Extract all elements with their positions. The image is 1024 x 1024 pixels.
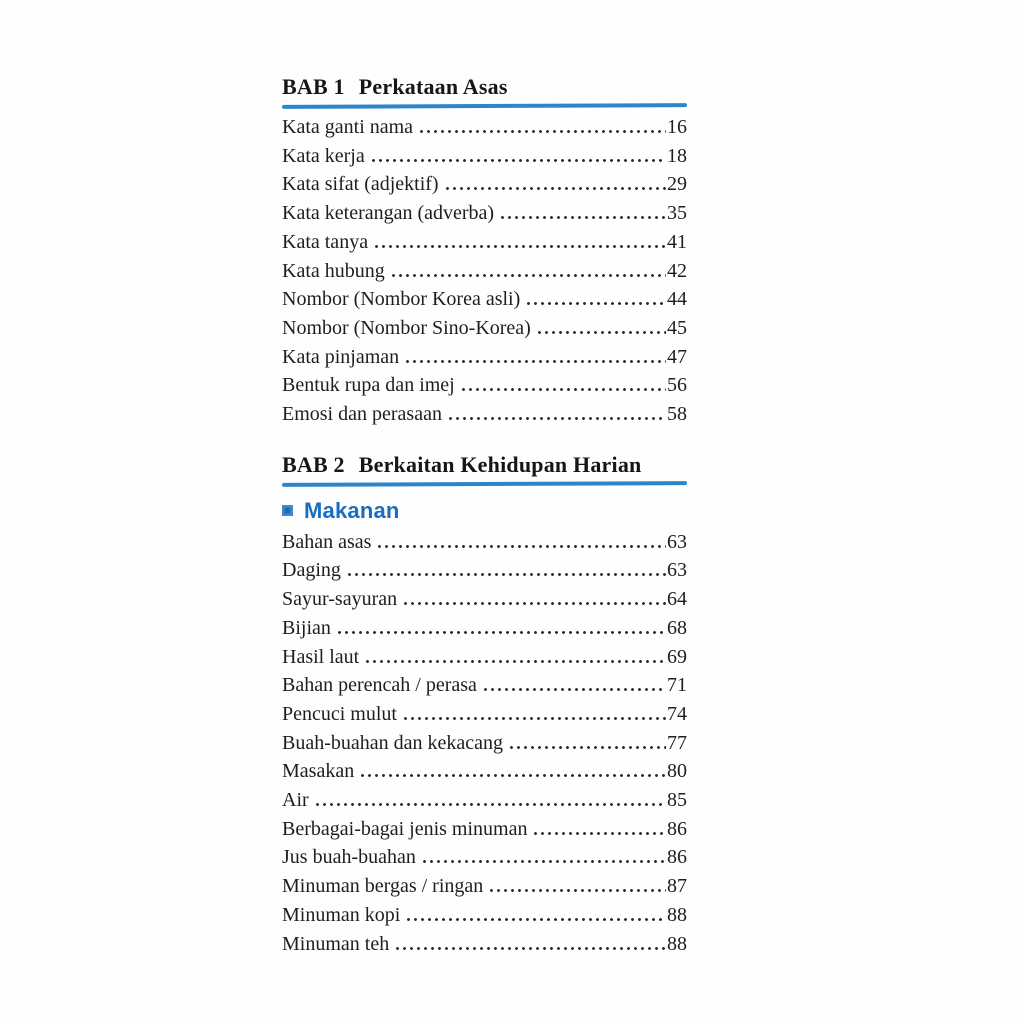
chapter-1-label: BAB 1 xyxy=(282,74,345,99)
page-number: 77 xyxy=(667,731,687,754)
page-number: 16 xyxy=(667,116,687,138)
chapter-1-heading xyxy=(282,74,687,100)
dot-leader xyxy=(366,660,666,663)
toc-row xyxy=(282,729,687,758)
dot-leader xyxy=(404,717,666,720)
toc-entry-label: Daging xyxy=(282,559,341,582)
chapter-1-rule xyxy=(282,103,687,109)
toc-entry-label: Air xyxy=(282,789,309,812)
bullet-square-icon xyxy=(282,505,293,516)
dot-leader xyxy=(538,331,666,334)
toc-row xyxy=(282,113,687,142)
dot-leader xyxy=(527,302,666,305)
toc-row xyxy=(282,556,687,585)
toc-row xyxy=(282,786,687,815)
page-number: 63 xyxy=(667,559,687,582)
chapter-1-title: Perkataan Asas xyxy=(358,74,508,99)
toc-row xyxy=(282,700,687,729)
toc-row xyxy=(282,585,687,614)
toc-entry-label: Kata tanya xyxy=(282,230,369,253)
chapter-1-section xyxy=(282,74,687,429)
toc-entry-label: Sayur-sayuran xyxy=(282,588,398,611)
dot-leader xyxy=(490,889,666,892)
page-number: 87 xyxy=(667,875,687,898)
toc-row xyxy=(282,614,687,643)
page-number: 18 xyxy=(667,144,687,167)
page-number: 71 xyxy=(667,674,687,697)
toc-entry-label: Kata kerja xyxy=(282,144,365,167)
page-number: 88 xyxy=(667,903,687,926)
page-number: 88 xyxy=(667,932,687,955)
subsection-label: Makanan xyxy=(304,497,400,523)
toc-entry-label: Kata ganti nama xyxy=(282,116,414,138)
toc-entry-label: Minuman bergas / ringan xyxy=(282,875,484,898)
page-number: 85 xyxy=(667,789,687,812)
dot-leader xyxy=(446,187,666,190)
page-number: 80 xyxy=(667,760,687,783)
page-number: 74 xyxy=(667,702,687,725)
dot-leader xyxy=(404,602,666,605)
dot-leader xyxy=(449,417,666,420)
dot-leader xyxy=(501,216,666,219)
toc-row xyxy=(282,930,687,959)
dot-leader xyxy=(348,573,666,576)
toc-entry-label: Hasil laut xyxy=(282,645,360,668)
dot-leader xyxy=(372,159,666,162)
toc-entry-label: Berbagai-bagai jenis minuman xyxy=(282,817,528,840)
toc-entry-label: Buah-buahan dan kekacang xyxy=(282,731,504,754)
subsection-header-makanan xyxy=(282,499,687,523)
toc-entry-label: Nombor (Nombor Sino-Korea) xyxy=(282,316,531,339)
dot-leader xyxy=(378,545,666,548)
page-number: 68 xyxy=(667,616,687,639)
toc-row xyxy=(282,815,687,844)
page-number: 41 xyxy=(667,230,687,253)
toc-row xyxy=(282,257,687,286)
toc-entry-label: Kata keterangan (adverba) xyxy=(282,202,495,225)
toc-entry-label: Bijian xyxy=(282,616,331,639)
chapter-2-label: BAB 2 xyxy=(282,451,345,477)
dot-leader xyxy=(375,245,666,248)
toc-entry-label: Masakan xyxy=(282,760,355,783)
page-number: 63 xyxy=(667,530,687,553)
toc-row xyxy=(282,528,687,557)
page-number: 86 xyxy=(667,846,687,869)
toc-entry-label: Kata pinjaman xyxy=(282,345,400,368)
toc-entry-label: Bentuk rupa dan imej xyxy=(282,374,455,397)
chapter-1-toc-list xyxy=(282,113,687,429)
chapter-2-title: Berkaitan Kehidupan Harian xyxy=(358,451,642,477)
dot-leader xyxy=(316,803,666,806)
page-number: 86 xyxy=(667,817,687,840)
chapter-2-section xyxy=(282,452,687,959)
page-number: 29 xyxy=(667,173,687,196)
toc-row xyxy=(282,643,687,672)
chapter-2-toc-list xyxy=(282,528,687,959)
toc-entry-label: Emosi dan perasaan xyxy=(282,403,442,426)
page-number: 58 xyxy=(667,403,687,426)
page-number: 64 xyxy=(667,588,687,611)
toc-entry-label: Bahan perencah / perasa xyxy=(282,674,477,697)
dot-leader xyxy=(462,388,666,391)
toc-entry-label: Minuman kopi xyxy=(282,903,401,926)
toc-row xyxy=(282,199,687,228)
dot-leader xyxy=(534,832,666,835)
toc-entry-label: Nombor (Nombor Korea asli) xyxy=(282,288,521,311)
toc-row xyxy=(282,400,687,429)
toc-row xyxy=(282,371,687,400)
toc-row xyxy=(282,170,687,199)
page-number: 35 xyxy=(667,202,687,225)
toc-row xyxy=(282,671,687,700)
dot-leader xyxy=(484,688,666,691)
toc-row xyxy=(282,142,687,171)
toc-row xyxy=(282,343,687,372)
dot-leader xyxy=(423,860,666,863)
toc-page xyxy=(282,74,687,958)
toc-row xyxy=(282,872,687,901)
toc-row xyxy=(282,901,687,930)
dot-leader xyxy=(392,274,666,277)
toc-row xyxy=(282,285,687,314)
chapter-2-heading xyxy=(282,452,687,478)
page-number: 44 xyxy=(667,288,687,311)
dot-leader xyxy=(338,631,666,634)
dot-leader xyxy=(510,746,666,749)
toc-row xyxy=(282,228,687,257)
page-number: 69 xyxy=(667,645,687,668)
toc-entry-label: Kata sifat (adjektif) xyxy=(282,173,439,196)
toc-row xyxy=(282,843,687,872)
page-number: 47 xyxy=(667,345,687,368)
dot-leader xyxy=(407,918,666,921)
dot-leader xyxy=(420,130,666,133)
dot-leader xyxy=(361,774,666,777)
chapter-2-rule xyxy=(282,481,687,487)
toc-row xyxy=(282,757,687,786)
dot-leader xyxy=(396,947,666,950)
page-number: 56 xyxy=(667,374,687,397)
toc-entry-label: Jus buah-buahan xyxy=(282,846,416,869)
dot-leader xyxy=(406,360,666,363)
toc-entry-label: Kata hubung xyxy=(282,259,385,282)
toc-entry-label: Pencuci mulut xyxy=(282,702,397,725)
toc-entry-label: Bahan asas xyxy=(282,530,372,553)
toc-row xyxy=(282,314,687,343)
toc-entry-label: Minuman teh xyxy=(282,932,390,955)
page-number: 45 xyxy=(667,316,687,339)
page-number: 42 xyxy=(667,259,687,282)
